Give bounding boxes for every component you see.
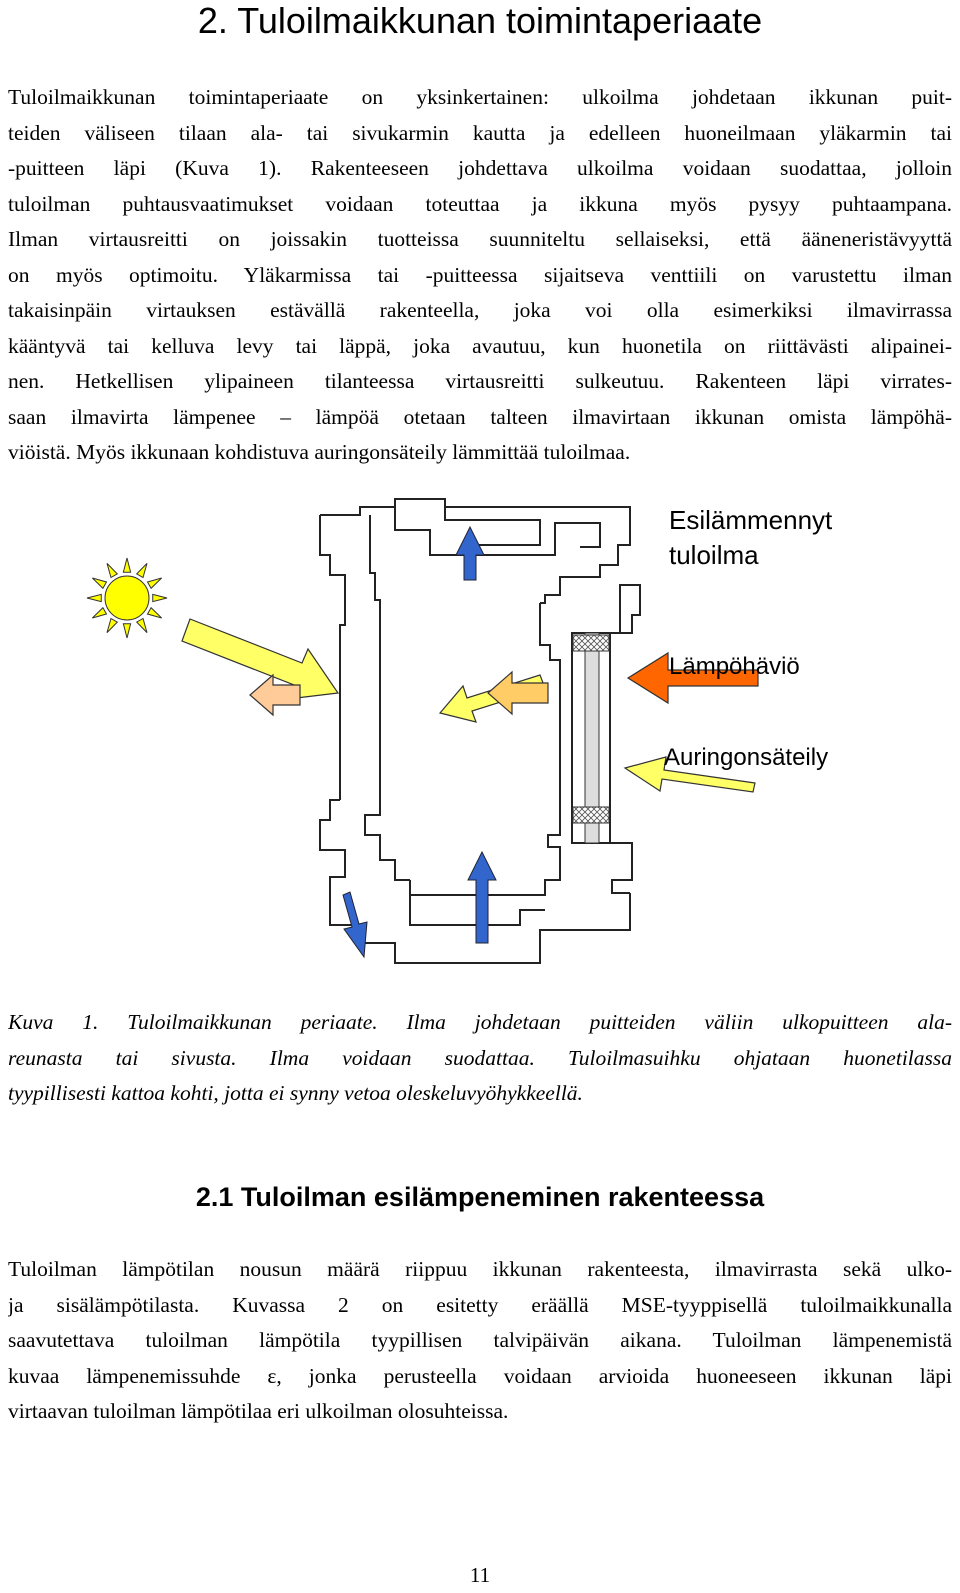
intro-line: saan ilmavirta lämpenee – lämpöä otetaan talteen ilmavirtaan ikkunan omista lämpöhä- bbox=[8, 404, 952, 429]
label-preheated-line2: tuloilma bbox=[669, 540, 759, 570]
section-line: Tuloilman lämpötilan nousun määrä riippuu ikkunan rakenteesta, ilmavirrasta sekä ulko- bbox=[8, 1257, 952, 1281]
window-principle-figure bbox=[0, 485, 960, 1005]
intro-line: Tuloilmaikkunan toimintaperiaate on yksinkertainen: ulkoilma johdetaan ikkunan puit- bbox=[8, 85, 952, 109]
sun-ray bbox=[107, 618, 117, 632]
supply-air-arrow-inner bbox=[468, 852, 496, 943]
sun-ray bbox=[137, 618, 147, 632]
sun-ray bbox=[123, 558, 130, 572]
sun-ray bbox=[92, 608, 106, 618]
intro-line: -puitteen läpi (Kuva 1). Rakenteeseen johdettava ulkoilma voidaan suodattaa, jolloin bbox=[8, 156, 952, 180]
intro-line: tuloilman puhtausvaatimukset voidaan toteuttaa ja ikkuna myös pysyy puhtaampana. bbox=[8, 191, 952, 216]
label-preheated-line1: Esilämmennyt bbox=[669, 505, 833, 535]
intro-line: nen. Hetkellisen ylipaineen tilanteessa virtausreitti sulkeutuu. Rakenteen läpi virrates- bbox=[8, 369, 952, 393]
section-paragraph bbox=[8, 1252, 952, 1430]
glazing-spacer-bottom bbox=[573, 807, 609, 823]
intro-line: on myös optimoitu. Yläkarmissa tai -puitteessa sijaitseva venttiili on varustettu ilman bbox=[8, 262, 952, 287]
sun-ray bbox=[153, 594, 167, 601]
intro-line: viöistä. Myös ikkunaan kohdistuva auringonsäteily lämmittää tuloilmaa. bbox=[8, 440, 631, 464]
sun-icon bbox=[87, 558, 167, 638]
intro-line: Ilman virtausreitti on joissakin tuotteissa suunniteltu sellaiseksi, että ääneneristävyyttä bbox=[8, 227, 952, 251]
page-heading: 2. Tuloilmaikkunan toimintaperiaate bbox=[197, 0, 763, 41]
caption-line: tyypillisesti kattoa kohti, jotta ei synny vetoa oleskeluvyöhykkeellä. bbox=[8, 1081, 583, 1105]
intro-paragraph bbox=[8, 80, 952, 471]
sun-ray bbox=[147, 608, 161, 618]
intro-line: kääntyvä tai kelluva levy tai läppä, joka avautuu, kun huonetila on riittävästi alipainei- bbox=[8, 333, 952, 358]
intro-line: takaisinpäin virtauksen estävällä rakenteella, joka voi olla esimerkiksi ilmavirrassa bbox=[8, 298, 952, 322]
sun-ray bbox=[87, 594, 101, 601]
section-heading: 2.1 Tuloilman esilämpeneminen rakenteessa bbox=[195, 1182, 765, 1212]
caption-line: Kuva 1. Tuloilmaikkunan periaate. Ilma johdetaan puitteiden väliin ulkopuitteen ala- bbox=[8, 1010, 952, 1034]
label-heat-loss: Lämpöhäviö bbox=[669, 653, 800, 680]
window-diagram bbox=[0, 485, 960, 1005]
sun-ray bbox=[92, 578, 106, 588]
label-solar: Auringonsäteily bbox=[664, 744, 829, 771]
caption-line: reunasta tai sivusta. Ilma voidaan suodattaa. Tuloilmasuihku ohjataan huonetilassa bbox=[8, 1045, 952, 1070]
intro-line: teiden väliseen tilaan ala- tai sivukarmin kautta ja edelleen huoneilmaan yläkarmin tai bbox=[8, 120, 952, 145]
preheated-air-arrow bbox=[456, 527, 484, 580]
sun-ray bbox=[123, 624, 130, 638]
sun-ray bbox=[107, 563, 117, 577]
section-line: virtaavan tuloilman lämpötilaa eri ulkoilman olosuhteissa. bbox=[8, 1399, 509, 1423]
sun-ray bbox=[147, 578, 161, 588]
section-line: saavutettava tuloilman lämpötila tyypillisen talvipäivän aikana. Tuloilman lämpenemistä bbox=[8, 1328, 952, 1352]
figure-caption bbox=[8, 1005, 952, 1112]
page-number: 11 bbox=[469, 1563, 491, 1587]
sun-ray bbox=[137, 563, 147, 577]
section-line: kuvaa lämpenemissuhde ε, jonka perusteella voidaan arvioida huoneeseen ikkunan läpi bbox=[8, 1363, 952, 1388]
section-line: ja sisälämpötilasta. Kuvassa 2 on esitetty eräällä MSE-tyyppisellä tuloilmaikkunalla bbox=[8, 1292, 952, 1317]
glazing-spacer-top bbox=[573, 635, 609, 651]
